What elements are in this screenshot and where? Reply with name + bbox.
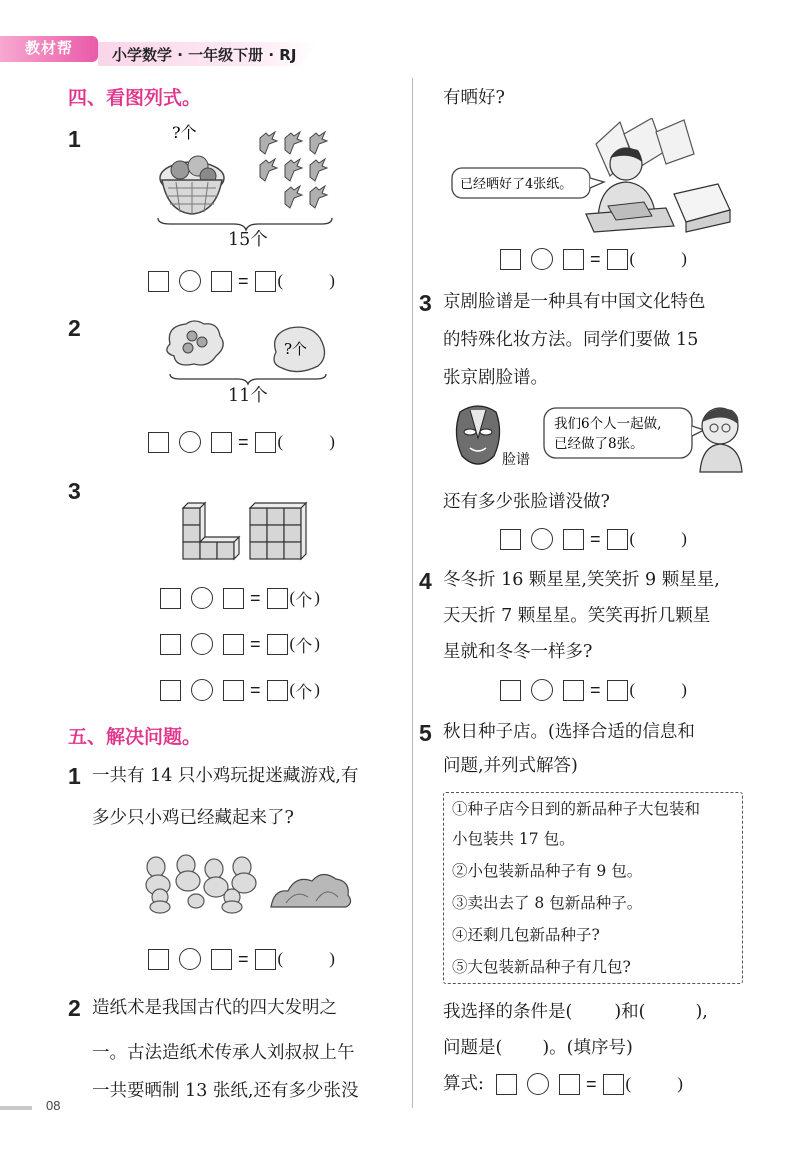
equals-sign: = xyxy=(238,948,249,969)
paren-open: ( xyxy=(289,634,296,653)
question-text: 多少只小鸡已经藏起来了? xyxy=(92,808,294,828)
equation-row xyxy=(160,585,320,611)
info-item: ④还剩几包新品种子? xyxy=(452,926,600,944)
equation-row xyxy=(148,429,335,455)
question-number: 1 xyxy=(68,126,81,152)
operator-circle[interactable] xyxy=(179,270,201,292)
problem-line xyxy=(443,1030,633,1066)
unknown-label: ?个 xyxy=(172,123,197,142)
speech-bubble-text: 已经晒好了4张纸。 xyxy=(460,177,573,192)
paren-close: ) xyxy=(681,249,687,268)
paren-close: ) xyxy=(314,680,320,699)
paren-close: ) xyxy=(681,680,687,699)
question-text: 京剧脸谱是一种具有中国文化特色 xyxy=(443,292,706,312)
equals-sign: = xyxy=(590,248,601,269)
problem-blank[interactable] xyxy=(502,1030,542,1066)
mask-label: 脸谱 xyxy=(502,452,530,468)
paren-close: ) xyxy=(329,271,335,290)
operator-circle[interactable] xyxy=(531,679,553,701)
answer-box[interactable] xyxy=(223,634,244,655)
question-text: 有晒好? xyxy=(443,88,505,108)
choice-blank[interactable] xyxy=(645,994,695,1030)
answer-box[interactable] xyxy=(559,1074,580,1095)
unit-label: 个 xyxy=(295,590,313,611)
paren-open: ( xyxy=(629,680,636,699)
question-number: 2 xyxy=(68,995,81,1021)
answer-box[interactable] xyxy=(223,680,244,701)
answer-box[interactable] xyxy=(160,680,181,701)
equals-sign: = xyxy=(238,270,249,291)
paren-close: ) xyxy=(329,949,335,968)
paren-open: ( xyxy=(277,271,284,290)
answer-box[interactable] xyxy=(500,529,521,550)
equation-row xyxy=(160,677,320,703)
equation-row xyxy=(500,526,687,552)
total-label: 11个 xyxy=(228,386,268,406)
answer-box[interactable] xyxy=(160,588,181,609)
question-text: 一共要晒制 13 张纸,还有多少张没 xyxy=(92,1081,359,1101)
opera-mask-picture xyxy=(448,398,748,474)
answer-box[interactable] xyxy=(563,249,584,270)
book-title: 小学数学 · 一年级下册 · RJ xyxy=(112,46,297,64)
section-4-heading: 四、看图列式。 xyxy=(68,87,202,109)
paren-close: ) xyxy=(314,588,320,607)
paren-open: ( xyxy=(289,680,296,699)
answer-box[interactable] xyxy=(563,529,584,550)
answer-box[interactable] xyxy=(211,432,232,453)
operator-circle[interactable] xyxy=(191,587,213,609)
answer-box[interactable] xyxy=(500,680,521,701)
equals-sign: = xyxy=(250,633,261,654)
answer-box[interactable] xyxy=(211,271,232,292)
answer-box[interactable] xyxy=(148,432,169,453)
paren-open: ( xyxy=(629,249,636,268)
answer-box[interactable] xyxy=(563,680,584,701)
paren-open: ( xyxy=(289,588,296,607)
unknown-label: ?个 xyxy=(284,340,308,358)
question-number: 3 xyxy=(419,290,432,316)
paren-open: ( xyxy=(629,529,636,548)
equation-row xyxy=(496,1071,683,1097)
question-number: 5 xyxy=(419,720,432,746)
paren-close: ) xyxy=(314,634,320,653)
equals-sign: = xyxy=(250,587,261,608)
equals-sign: = xyxy=(590,679,601,700)
question-text: 问题,并列式解答) xyxy=(443,756,578,776)
operator-circle[interactable] xyxy=(531,528,553,550)
answer-box[interactable] xyxy=(267,680,288,701)
choice-text: )和( xyxy=(614,1002,646,1022)
answer-box[interactable] xyxy=(267,634,288,655)
answer-box[interactable] xyxy=(500,249,521,270)
unit-label: 个 xyxy=(295,682,313,703)
equation-row xyxy=(160,631,320,657)
info-box xyxy=(443,792,743,984)
operator-circle[interactable] xyxy=(527,1073,549,1095)
answer-box[interactable] xyxy=(255,271,276,292)
choice-text: ), xyxy=(695,1002,708,1022)
operator-circle[interactable] xyxy=(179,948,201,970)
answer-box[interactable] xyxy=(211,949,232,970)
paren-close: ) xyxy=(329,432,335,451)
answer-box[interactable] xyxy=(496,1074,517,1095)
column-divider xyxy=(412,78,413,1108)
formula-label: 算式: xyxy=(443,1074,484,1094)
question-number: 4 xyxy=(419,568,432,594)
section-5-heading: 五、解决问题。 xyxy=(68,726,202,748)
answer-box[interactable] xyxy=(603,1074,624,1095)
operator-circle[interactable] xyxy=(179,431,201,453)
answer-box[interactable] xyxy=(255,949,276,970)
equation-row xyxy=(500,677,687,703)
equals-sign: = xyxy=(250,679,261,700)
answer-box[interactable] xyxy=(607,680,628,701)
question-text: 还有多少张脸谱没做? xyxy=(443,492,610,512)
question-number: 2 xyxy=(68,315,81,341)
question-text: 的特殊化妆方法。同学们要做 15 xyxy=(443,330,699,350)
answer-box[interactable] xyxy=(148,271,169,292)
info-item: ⑤大包装新品种子有几包? xyxy=(452,958,631,976)
chicks-picture xyxy=(136,845,356,915)
question-text: 天天折 7 颗星星。笑笑再折几颗星 xyxy=(443,606,711,626)
operator-circle[interactable] xyxy=(191,633,213,655)
question-text: 冬冬折 16 颗星星,笑笑折 9 颗星星, xyxy=(443,570,720,590)
problem-text: 问题是( xyxy=(443,1038,503,1058)
question-text: 张京剧脸谱。 xyxy=(443,368,548,388)
paren-close: ) xyxy=(677,1074,683,1093)
answer-box[interactable] xyxy=(607,249,628,270)
papermaker-picture xyxy=(448,118,748,234)
choice-line xyxy=(443,994,708,1030)
operator-circle[interactable] xyxy=(531,248,553,270)
info-item: 小包装共 17 包。 xyxy=(452,830,575,848)
info-item: ③卖出去了 8 包新品种子。 xyxy=(452,894,643,912)
equals-sign: = xyxy=(238,431,249,452)
answer-box[interactable] xyxy=(607,529,628,550)
equation-row xyxy=(148,946,335,972)
choice-blank[interactable] xyxy=(572,994,614,1030)
speech-bubble-text: 已经做了8张。 xyxy=(554,436,644,452)
answer-box[interactable] xyxy=(160,634,181,655)
choice-text: 我选择的条件是( xyxy=(443,1002,573,1022)
question-number: 3 xyxy=(68,478,81,504)
paren-open: ( xyxy=(625,1074,632,1093)
info-item: ①种子店今日到的新品种子大包装和 xyxy=(452,800,701,818)
question-text: 星就和冬冬一样多? xyxy=(443,642,593,662)
hand-picture xyxy=(158,316,338,386)
equation-row xyxy=(500,246,687,272)
footer-line xyxy=(0,1106,32,1110)
speech-bubble-text: 我们6个人一起做, xyxy=(554,416,662,432)
question-text: 一。古法造纸术传承人刘叔叔上午 xyxy=(92,1043,355,1063)
operator-circle[interactable] xyxy=(191,679,213,701)
question-text: 秋日种子店。(选择合适的信息和 xyxy=(443,722,695,742)
answer-box[interactable] xyxy=(148,949,169,970)
page-number: 08 xyxy=(46,1098,61,1113)
question-text: 一共有 14 只小鸡玩捉迷藏游戏,有 xyxy=(92,766,359,786)
equals-sign: = xyxy=(590,528,601,549)
total-label: 15个 xyxy=(228,230,268,250)
cubes-picture xyxy=(180,500,310,562)
paren-close: ) xyxy=(681,529,687,548)
paren-open: ( xyxy=(277,949,284,968)
answer-box[interactable] xyxy=(223,588,244,609)
equation-row xyxy=(148,268,335,294)
problem-text: )。(填序号) xyxy=(542,1038,633,1058)
question-text: 造纸术是我国古代的四大发明之 xyxy=(92,998,337,1018)
paren-open: ( xyxy=(277,432,284,451)
unit-label: 个 xyxy=(295,636,313,657)
answer-box[interactable] xyxy=(255,432,276,453)
info-item: ②小包装新品种子有 9 包。 xyxy=(452,862,643,880)
brand-tag: 教材帮 xyxy=(0,36,98,62)
answer-box[interactable] xyxy=(267,588,288,609)
question-number: 1 xyxy=(68,763,81,789)
equals-sign: = xyxy=(586,1073,597,1094)
